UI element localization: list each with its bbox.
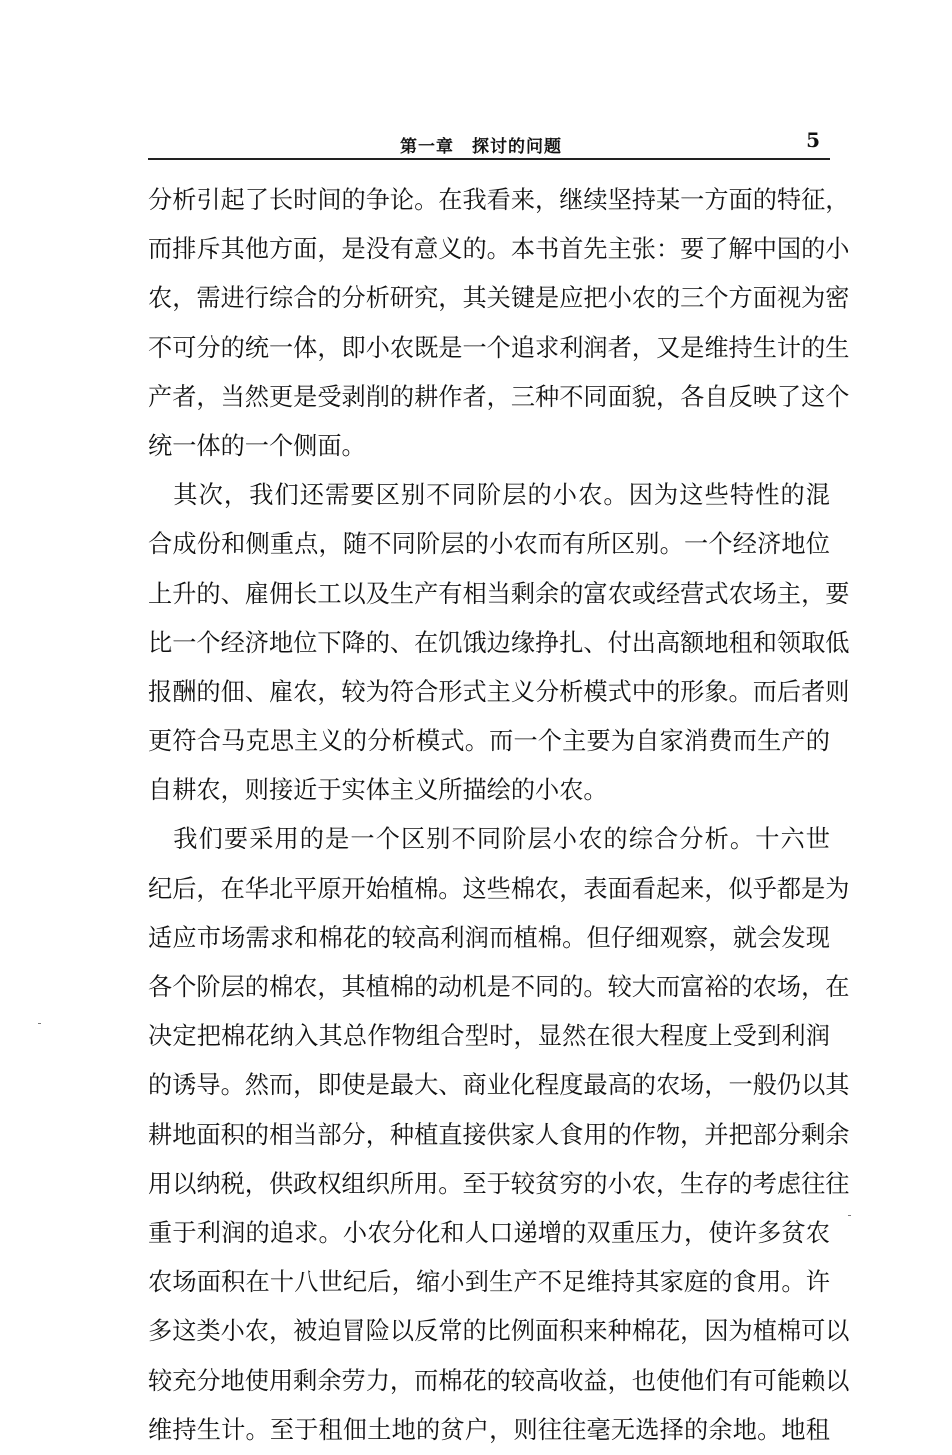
- text-line: 分析引起了长时间的争论。在我看来，继续坚持某一方面的特征，: [148, 186, 850, 214]
- text-line: 而排斥其他方面，是没有意义的。本书首先主张：要了解中国的小: [148, 235, 850, 264]
- chapter-title: 第一章 探讨的问题: [400, 137, 562, 157]
- paragraph-first-line: 我们要采用的是一个区别不同阶层小农的综合分析。十六世: [148, 825, 830, 854]
- running-header: [148, 126, 830, 162]
- text-line: 较充分地使用剩余劳力，而棉花的较高收益，也使他们有可能赖以: [148, 1366, 850, 1395]
- paragraph-first-line: 其次，我们还需要区别不同阶层的小农。因为这些特性的混: [148, 481, 830, 510]
- text-line: 纪后，在华北平原开始植棉。这些棉农，表面看起来，似乎都是为: [148, 874, 850, 903]
- text-line: 维持生计。至于租佃土地的贫户，则往往毫无选择的余地。地租: [148, 1415, 830, 1444]
- text-line: 农场面积在十八世纪后，缩小到生产不足维持其家庭的食用。许: [148, 1268, 830, 1297]
- scan-speck: [38, 1023, 41, 1024]
- text-line: 农，需进行综合的分析研究，其关键是应把小农的三个方面视为密: [148, 284, 850, 313]
- text-line: 报酬的佃、雇农，较为符合形式主义分析模式中的形象。而后者则: [148, 677, 850, 706]
- scan-speck: [848, 1215, 851, 1216]
- text-line: 重于利润的追求。小农分化和人口递增的双重压力，使许多贫农: [148, 1218, 830, 1247]
- text-line: 决定把棉花纳入其总作物组合型时，显然在很大程度上受到利润: [148, 1022, 830, 1051]
- page-number: 5: [806, 128, 820, 152]
- text-line: 各个阶层的棉农，其植棉的动机是不同的。较大而富裕的农场，在: [148, 973, 850, 1001]
- paragraph-end-line: 自耕农，则接近于实体主义所描绘的小农。: [148, 776, 608, 805]
- text-line: 用以纳税，供政权组织所用。至于较贫穷的小农，生存的考虑往往: [148, 1169, 850, 1198]
- text-line: 多这类小农，被迫冒险以反常的比例面积来种棉花，因为植棉可以: [148, 1317, 850, 1346]
- text-line: 不可分的统一体，即小农既是一个追求利润者，又是维持生计的生: [148, 333, 850, 362]
- text-line: 比一个经济地位下降的、在饥饿边缘挣扎、付出高额地租和领取低: [148, 628, 850, 657]
- text-line: 合成份和侧重点，随不同阶层的小农而有所区别。一个经济地位: [148, 530, 830, 559]
- paragraph-end-line: 统一体的一个侧面。: [148, 431, 366, 460]
- text-line: 更符合马克思主义的分析模式。而一个主要为自家消费而生产的: [148, 727, 830, 756]
- text-line: 上升的、雇佣长工以及生产有相当剩余的富农或经营式农场主，要: [148, 579, 850, 608]
- text-line: 产者，当然更是受剥削的耕作者，三种不同面貌，各自反映了这个: [148, 382, 850, 411]
- text-line: 的诱导。然而，即使是最大、商业化程度最高的农场，一般仍以其: [148, 1071, 850, 1100]
- body-text: [148, 176, 850, 1455]
- header-rule: [148, 158, 830, 160]
- text-line: 耕地面积的相当部分，种植直接供家人食用的作物，并把部分剩余: [148, 1120, 850, 1149]
- text-line: 适应市场需求和棉花的较高利润而植棉。但仔细观察，就会发现: [148, 923, 830, 952]
